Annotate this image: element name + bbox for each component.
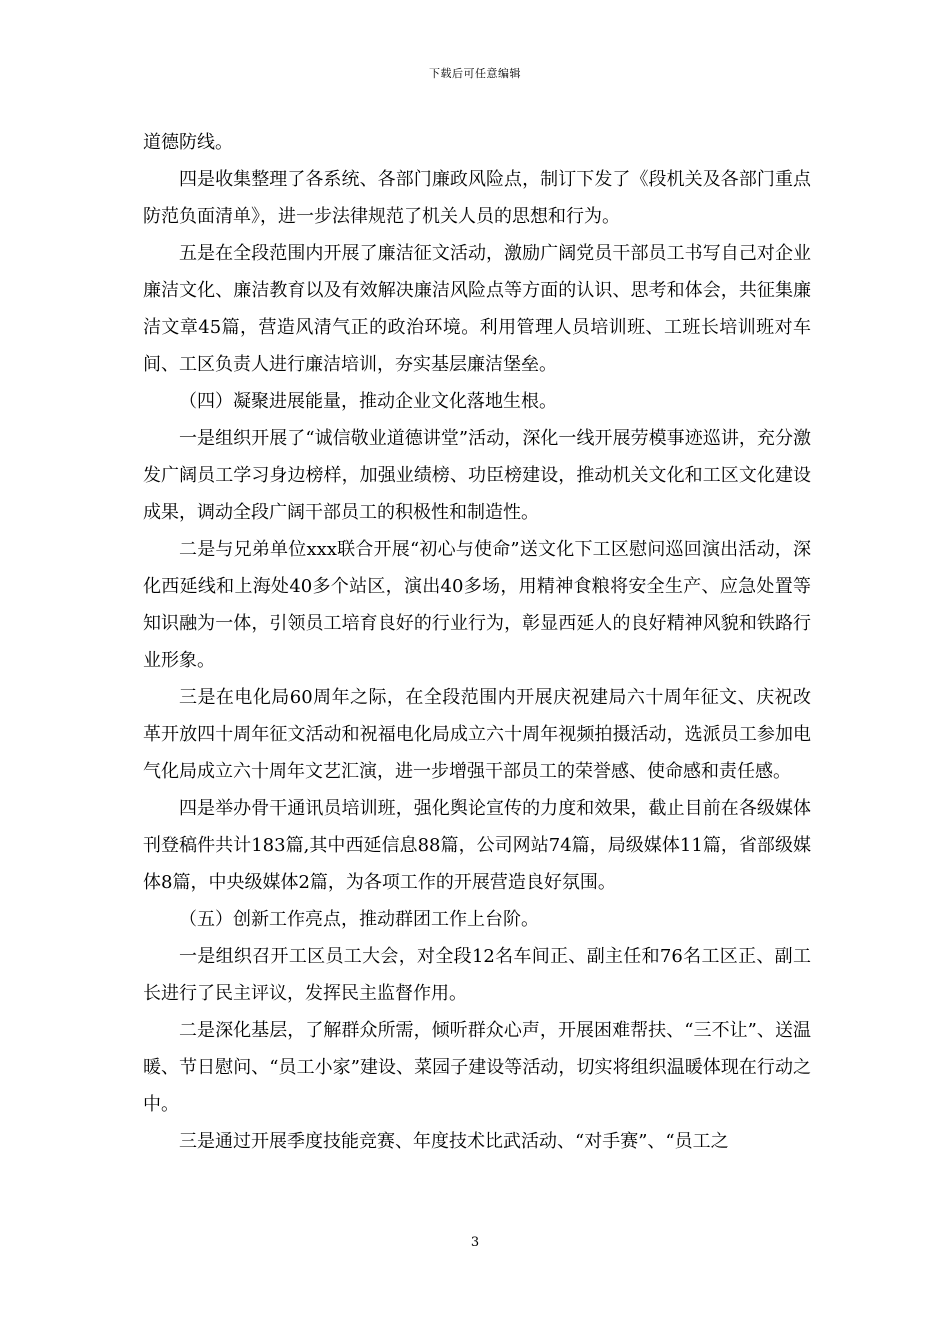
section-heading: （五）创新工作亮点，推动群团工作上台阶。 [179, 909, 539, 930]
paragraph: 三是通过开展季度技能竞赛、年度技术比武活动、“对手赛”、“员工之 [179, 1131, 729, 1152]
paragraph: 二是与兄弟单位xxx联合开展“初心与使命”送文化下工区慰问巡回演出活动，深化西延线和上海处40多个站区，演出40多场，用精神食粮将安全生产、应急处置等知识融为一体，引领员工培育良好的行业行为，彰显西延人的良好精神风貌和铁路行业形象。 [143, 539, 811, 671]
paragraph: 二是深化基层，了解群众所需，倾听群众心声，开展困难帮扶、“三不让”、送温暖、节日慰问、“员工小家”建设、菜园子建设等活动，切实将组织温暖体现在行动之中。 [143, 1020, 811, 1115]
paragraph: 三是在电化局60周年之际，在全段范围内开展庆祝建局六十周年征文、庆祝改革开放四十周年征文活动和祝福电化局成立六十周年视频拍摄活动，选派员工参加电气化局成立六十周年文艺汇演，进一步增强干部员工的荣誉感、使命感和责任感。 [143, 687, 811, 782]
paragraph: 一是组织开展了“诚信敬业道德讲堂”活动，深化一线开展劳模事迹巡讲，充分激发广阔员工学习身边榜样，加强业绩榜、功臣榜建设，推动机关文化和工区文化建设成果，调动全段广阔干部员工的积极性和制造性。 [143, 428, 811, 523]
page-header: 下载后可任意编辑 [429, 67, 521, 80]
document-body [143, 124, 811, 1160]
paragraph: 一是组织召开工区员工大会，对全段12名车间正、副主任和76名工区正、副工长进行了民主评议，发挥民主监督作用。 [143, 946, 811, 1004]
paragraph-continuation: 道德防线。 [143, 132, 233, 153]
page-number: 3 [470, 1235, 480, 1250]
section-heading: （四）凝聚进展能量，推动企业文化落地生根。 [179, 391, 557, 412]
paragraph: 四是收集整理了各系统、各部门廉政风险点，制订下发了《段机关及各部门重点防范负面清单》，进一步法律规范了机关人员的思想和行为。 [143, 169, 811, 227]
paragraph: 五是在全段范围内开展了廉洁征文活动，激励广阔党员干部员工书写自己对企业廉洁文化、廉洁教育以及有效解决廉洁风险点等方面的认识、思考和体会，共征集廉洁文章45篇，营造风清气正的政治环境。利用管理人员培训班、工班长培训班对车间、工区负责人进行廉洁培训，夯实基层廉洁堡垒。 [143, 243, 811, 375]
paragraph: 四是举办骨干通讯员培训班，强化舆论宣传的力度和效果，截止目前在各级媒体刊登稿件共计183篇,其中西延信息88篇，公司网站74篇，局级媒体11篇，省部级媒体8篇，中央级媒体2篇，为各项工作的开展营造良好氛围。 [143, 798, 811, 893]
